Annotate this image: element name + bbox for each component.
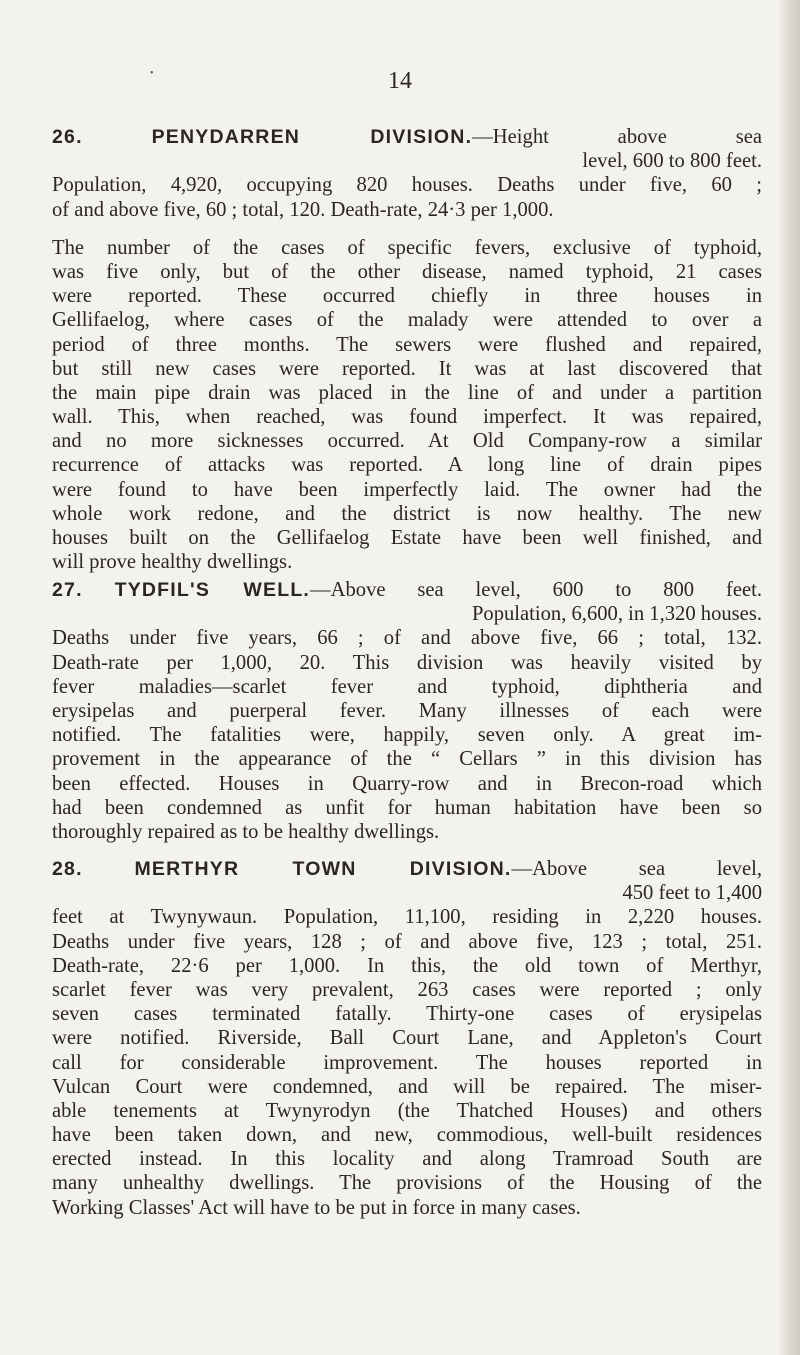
paragraph-line: seven cases terminated fatally. Thirty-one cases of erysipelas xyxy=(52,1003,762,1026)
paragraph-line: notified. The fatalities were, happily, seven only. A great im- xyxy=(52,724,762,747)
paragraph-line: —Above sea level, 600 to 800 feet. xyxy=(310,579,762,601)
section-number: 26. xyxy=(52,126,83,148)
paragraph-line: Deaths under five years, 66 ; of and above five, 66 ; total, 132. xyxy=(52,627,762,650)
paragraph-line: erysipelas and puerperal fever. Many illnesses of each were xyxy=(52,699,762,722)
paragraph-line: were found to have been imperfectly laid. The owner had the xyxy=(52,478,762,501)
paragraph-line: period of three months. The sewers were flushed and repaired, xyxy=(52,333,762,356)
paragraph-line: thoroughly repaired as to be healthy dwellings. xyxy=(52,820,440,843)
paragraph-line: —Height above sea xyxy=(472,126,762,148)
paragraph-line: houses built on the Gellifaelog Estate have been well finished, and xyxy=(52,527,762,549)
paragraph-line: but still new cases were reported. It was at last discovered that xyxy=(52,357,762,380)
paragraph-line: was five only, but of the other disease, named typhoid, 21 cases xyxy=(52,260,762,283)
paragraph-line: Death-rate per 1,000, 20. This division was heavily visited by xyxy=(52,651,762,674)
paragraph-line: recurrence of attacks was reported. A long line of drain pipes xyxy=(52,454,762,477)
paragraph-line: Deaths under five years, 128 ; of and above five, 123 ; total, 251. xyxy=(52,930,762,953)
paragraph-line: level, 600 to 800 feet. xyxy=(582,150,762,173)
paragraph-line: feet at Twynywaun. Population, 11,100, residing in 2,220 houses. xyxy=(52,906,762,929)
page-number: 14 xyxy=(388,68,412,94)
paragraph-line: The number of the cases of specific fevers, exclusive of typhoid, xyxy=(52,236,762,259)
paragraph-line: fever maladies—scarlet fever and typhoid, diphtheria and xyxy=(52,675,762,698)
section-tydfils-well xyxy=(52,578,762,844)
paragraph-line: been effected. Houses in Quarry-row and in Brecon-road which xyxy=(52,772,762,795)
paragraph-line: Population, 6,600, in 1,320 houses. xyxy=(471,603,762,626)
paragraph-line: the main pipe drain was placed in the line of and under a partition xyxy=(52,381,762,404)
paragraph-line: Vulcan Court were condemned, and will be repaired. The miser- xyxy=(52,1075,762,1098)
paragraph-line: have been taken down, and new, commodious, well-built residences xyxy=(52,1124,762,1147)
paragraph-line: many unhealthy dwellings. The provisions of the Housing of the xyxy=(52,1172,762,1195)
paragraph-line: Death-rate, 22·6 per 1,000. In this, the old town of Merthyr, xyxy=(52,954,762,977)
paragraph-line: Population, 4,920, occupying 820 houses. Deaths under five, 60 ; xyxy=(52,174,762,197)
printer-mark: • xyxy=(150,68,154,79)
paragraph-line: whole work redone, and the district is now healthy. The new xyxy=(52,502,762,525)
paragraph-line: erected instead. In this locality and along Tramroad South are xyxy=(52,1148,762,1171)
section-title: MERTHYR TOWN DIVISION. xyxy=(134,858,512,880)
paragraph-line: call for considerable improvement. The houses reported in xyxy=(52,1051,762,1074)
paragraph-line: were notified. Riverside, Ball Court Lane, and Appleton's Court xyxy=(52,1027,762,1050)
paragraph-line: scarlet fever was very prevalent, 263 cases were reported ; only xyxy=(52,978,762,1001)
section-number: 28. xyxy=(52,858,83,880)
section-title: TYDFIL'S WELL. xyxy=(114,579,311,601)
section-penydarren xyxy=(52,125,762,574)
section-heading-line xyxy=(52,125,762,149)
section-heading-line xyxy=(52,857,762,881)
paragraph-line: Working Classes' Act will have to be put in force in many cases. xyxy=(52,1196,581,1219)
paragraph-line: 450 feet to 1,400 xyxy=(622,882,762,905)
paragraph-line: of and above five, 60 ; total, 120. Death-rate, 24·3 per 1,000. xyxy=(52,198,554,221)
paragraph-line: had been condemned as unfit for human habitation have been so xyxy=(52,796,762,819)
paragraph-line: Gellifaelog, where cases of the malady were attended to over a xyxy=(52,309,762,332)
section-title: PENYDARREN DIVISION. xyxy=(151,126,473,148)
paragraph-line: able tenements at Twynyrodyn (the Thatched Houses) and others xyxy=(52,1099,762,1122)
paragraph-line: —Above sea level, xyxy=(511,858,762,880)
paragraph-line: were reported. These occurred chiefly in three houses in xyxy=(52,285,762,308)
paragraph-line: provement in the appearance of the “ Cellars ” in this division has xyxy=(52,748,762,771)
section-heading-line xyxy=(52,578,762,602)
paragraph-line: will prove healthy dwellings. xyxy=(52,551,293,574)
section-number: 27. xyxy=(52,579,83,601)
paragraph-line: wall. This, when reached, was found imperfect. It was repaired, xyxy=(52,406,762,429)
paragraph-line: and no more sicknesses occurred. At Old Company-row a similar xyxy=(52,430,762,453)
section-merthyr-town xyxy=(52,857,762,1220)
page-edge-shadow xyxy=(778,0,800,1355)
